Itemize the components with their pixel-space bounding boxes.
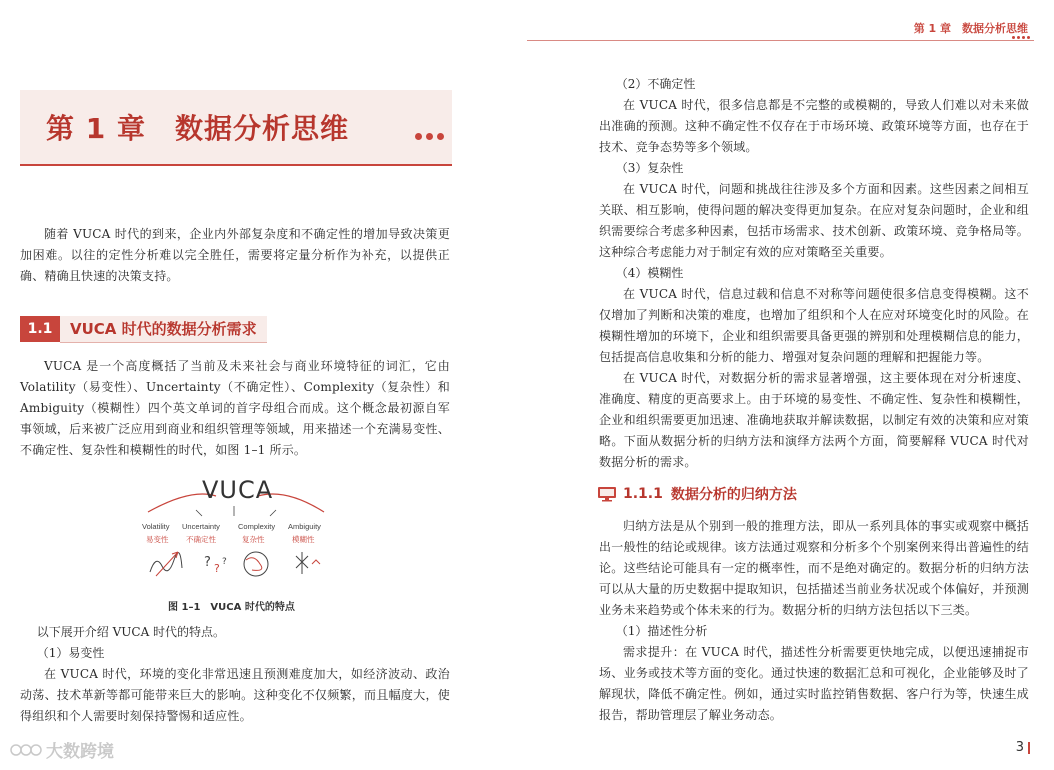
ambiguity-doodle-icon — [296, 552, 308, 574]
subsection-number: 1.1.1 — [623, 486, 663, 502]
vuca-figure — [136, 474, 336, 589]
section-heading — [20, 316, 267, 342]
item-volatility-title: （1）易变性 — [36, 646, 105, 660]
page-number-bar — [1028, 742, 1030, 754]
figure-caption: 图 1–1 VUCA 时代的特点 — [168, 602, 295, 613]
svg-text:?: ? — [214, 562, 220, 575]
label-complexity: Complexity — [238, 522, 276, 531]
left-continuation — [20, 622, 450, 727]
running-header: 第 1 章 数据分析思维 — [913, 22, 1028, 35]
page-number-text: 3 — [1015, 740, 1024, 755]
chapter-title: 第 1 章 数据分析思维 — [46, 112, 349, 145]
right-page — [527, 0, 1054, 770]
section-title: VUCA 时代的数据分析需求 — [60, 316, 267, 343]
uncertainty-doodle-icon: ? — [204, 555, 211, 570]
section-number: 1.1 — [20, 316, 60, 342]
summary-paragraph: 在 VUCA 时代，对数据分析的需求显著增强，这主要体现在对分析速度、准确度、精度的更高要求上。由于环境的易变性、不确定性、复杂性和模糊性，企业和组织需要更加迅速、准确地获取并解读数据，以制定有效的决策和应对策略。下面从数据分析的归纳方法和演绎方法两个方面，简要解释 VUCA 时代对数据分析的需求。 — [599, 371, 1029, 469]
item-ambiguity-title: （4）模糊性 — [615, 266, 684, 280]
header-rule — [527, 40, 1034, 41]
vuca-figure-heading: VUCA — [202, 476, 274, 504]
subsection-title: 数据分析的归纳方法 — [670, 487, 797, 503]
watermark — [10, 737, 114, 762]
monitor-icon — [597, 486, 617, 502]
svg-text:?: ? — [222, 557, 227, 567]
subsection-heading — [597, 484, 797, 504]
item-complexity-body: 在 VUCA 时代，问题和挑战往往涉及多个方面和因素。这些因素之间相互关联、相互影响，使得问题的解决变得更加复杂。在应对复杂问题时，企业和组织需要综合考虑多种因素，包括市场需求、技术创新、政策环境、竞争格局等。这种综合考虑能力对于制定有效的应对策略至关重要。 — [599, 182, 1029, 259]
item-volatility-body: 在 VUCA 时代，环境的变化非常迅速且预测难度加大，如经济波动、政治动荡、技术革新等都可能带来巨大的影响。这种变化不仅频繁，而且幅度大，使得组织和个人需要时刻保持警惕和适应性。 — [20, 667, 450, 723]
label-ambiguity: Ambiguity — [288, 522, 321, 531]
page-number — [1016, 740, 1030, 755]
vuca-paragraph: VUCA 是一个高度概括了当前及未来社会与商业环境特征的词汇，它由 Volatility（易变性）、Uncertainty（不确定性）、Complexity（复杂性）和 Ambiguity（模糊性）四个英文单词的首字母组合而成。这个概念最初源自军事领域，后来被广泛应用到商业和组织管理等领域，用来描述一个充满易变性、不确定性、复杂性和模糊性的时代，如图 1–1 所示。 — [20, 359, 450, 457]
item-uncertainty-body: 在 VUCA 时代，很多信息都是不完整的或模糊的，导致人们难以对未来做出准确的预测。这种不确定性不仅存在于市场环境、政策环境等方面，也存在于技术、竞争态势等多个领域。 — [599, 98, 1029, 154]
label-ambiguity-zh: 模糊性 — [292, 535, 315, 544]
features-lead: 以下展开介绍 VUCA 时代的特点。 — [36, 625, 226, 639]
label-uncertainty: Uncertainty — [182, 522, 220, 531]
item-ambiguity-body: 在 VUCA 时代，信息过载和信息不对称等问题使很多信息变得模糊。这不仅增加了判断和决策的难度，也增加了组织和个人在应对环境变化时的风险。在模糊性增加的环境下，企业和组织需要具备更强的辨别和处理模糊信息的能力，包括提高信息收集和分析的能力、增强对复杂问题的理解和把握能力等。 — [599, 287, 1029, 364]
descriptive-title: （1）描述性分析 — [615, 624, 708, 638]
chapter-dots-ornament — [415, 133, 444, 140]
label-volatility: Volatility — [142, 522, 170, 531]
complexity-doodle-icon — [244, 552, 268, 576]
chapter-banner — [20, 90, 452, 166]
label-complexity-zh: 复杂性 — [242, 535, 265, 544]
descriptive-body: 需求提升：在 VUCA 时代，描述性分析需要更快地完成，以便迅速捕捉市场、业务或技术等方面的变化。通过快速的数据汇总和可视化，企业能够及时了解现状，降低不确定性。例如，通过实时监控销售数据、客户行为等，快速生成报告，帮助管理层了解业务动态。 — [599, 645, 1029, 722]
induction-paragraph: 归纳方法是从个别到一般的推理方法，即从一系列具体的事实或观察中概括出一般性的结论或规律。该方法通过观察和分析多个个别案例来得出普遍性的结论。这些结论可能具有一定的概率性，而不是绝对确定的。数据分析的归纳方法可以从大量的历史数据中提取知识，包括描述当前业务状况或个体偏好，并预测业务未来趋势或个体未来的行为。数据分析的归纳方法包括以下三类。 — [599, 519, 1029, 617]
watermark-logo-icon — [10, 741, 42, 759]
label-uncertainty-zh: 不确定性 — [186, 535, 216, 544]
right-text-block-2 — [599, 516, 1029, 726]
right-text-block — [599, 74, 1029, 473]
item-complexity-title: （3）复杂性 — [615, 161, 684, 175]
header-dots-ornament — [1012, 36, 1030, 39]
watermark-text: 大数跨境 — [46, 742, 114, 762]
intro-paragraph: 随着 VUCA 时代的到来，企业内外部复杂度和不确定性的增加导致决策更加困难。以往的定性分析难以完全胜任，需要将定量分析作为补充，以提供正确、精确且快速的决策支持。 — [20, 227, 450, 283]
label-volatility-zh: 易变性 — [146, 535, 169, 544]
item-uncertainty-title: （2）不确定性 — [615, 77, 696, 91]
